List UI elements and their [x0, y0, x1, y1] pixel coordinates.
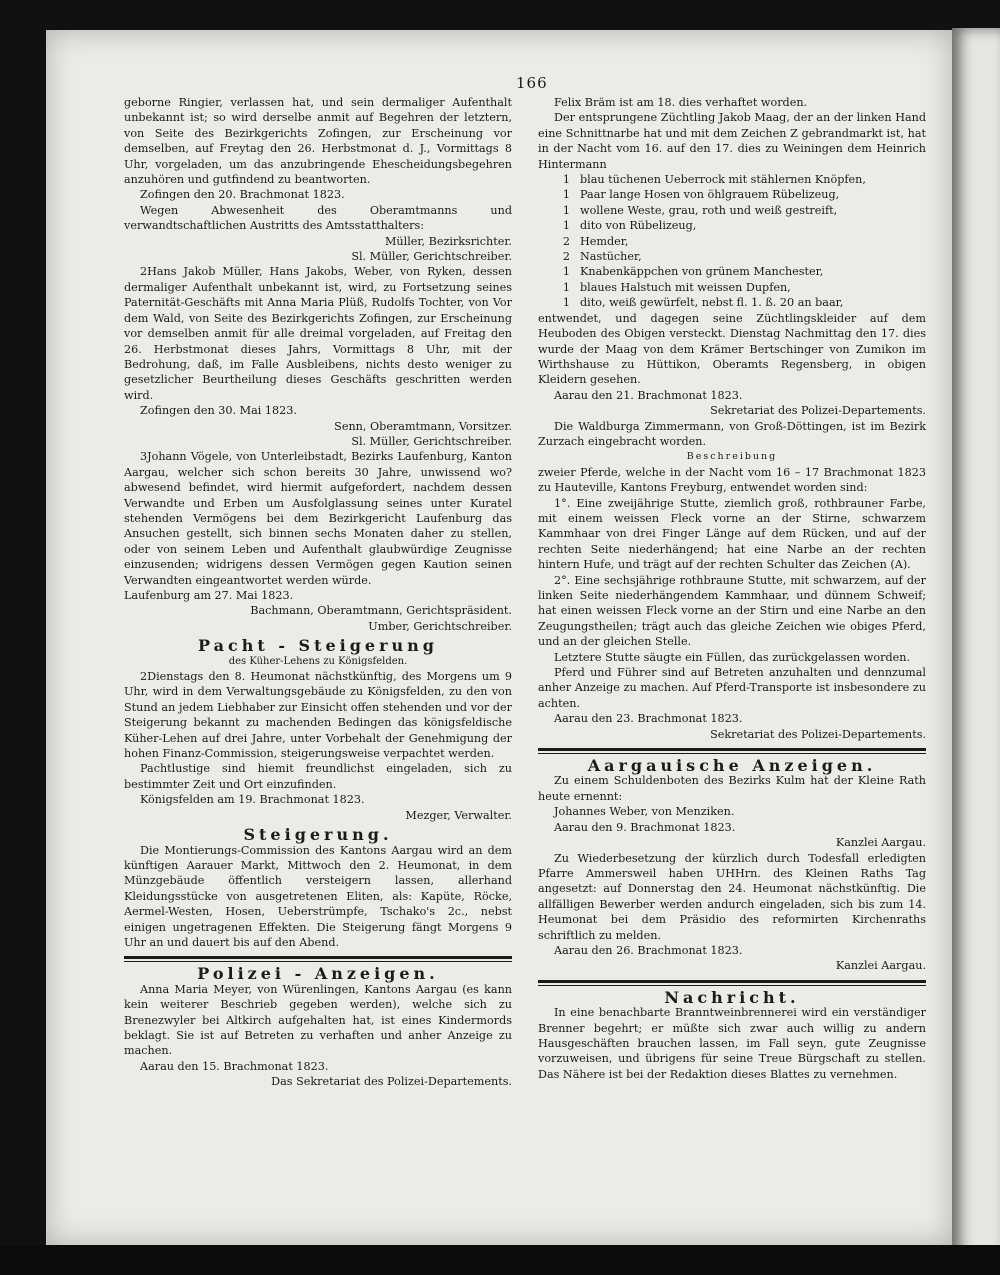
item-qty: 1 [562, 188, 570, 202]
section-rule [538, 980, 926, 986]
notice-body: Pferd und Führer sind auf Betreten anzuhalten und dennzumal anher Anzeige zu machen. Auf Pferd-Transporte ist insbesondere zu achten. [538, 666, 926, 710]
item-text: dito, weiß gewürfelt, nebst fl. 1. ß. 20 an baar, [580, 296, 844, 310]
notice-body: 2Dienstags den 8. Heumonat nächstkünftig, des Morgens um 9 Uhr, wird in dem Verwaltungsgebäude zu Königsfelden, zu den von Stund an jedem Liebhaber zur Einsicht offen stehenden und vor der Steigerung bekannt zu machenden Bedingen das königsfeldische Küher-Lehen auf drei Jahre, unter Vorbehalt der Genehmigung der hohen Finanz-Commission, steigerungsweise verpachtet werden. [124, 670, 512, 761]
notice-body: Anna Maria Meyer, von Würenlingen, Kantons Aargau (es kann kein weiterer Beschrieb gegeben werden), welche sich zu Brenezwyler bei Altkirch aufgehalten hat, ist eines Kindermords beklagt. Sie ist auf Betreten zu verhaften und anher Anzeige zu machen. [124, 982, 512, 1058]
list-item [538, 218, 926, 233]
section-heading-steigerung: Steigerung. [243, 825, 393, 845]
section-rule [538, 748, 926, 754]
horse-description: 1°. Eine zweijährige Stutte, ziemlich groß, rothbrauner Farbe, mit einem weissen Fleck vorne an der Stirne, schwarzem Kammhaar von drei Finger Länge auf dem Rücken, und auf der rechten Seite niederhängend; hat eine Narbe an der rechten hintern Hufe, und trägt auf der rechten Schulter das Zeichen (A). [538, 496, 926, 572]
list-item [538, 295, 926, 310]
item-qty: 1 [562, 265, 570, 279]
notice-body: Die Montierungs-Commission des Kantons Aargau wird an dem künftigen Aarauer Markt, Mittwoch den 2. Heumonat, in dem Münzgebäude öffentlich versteigern lassen, allerhand Kleidungsstücke von ausgetretenen Eliten, als: Kapüte, Röcke, Aermel-Westen, Hosen, Ueberstrümpfe, Tschako's 2c., nebst einigen ungetragenen Effekten. Die Steigerung fängt Morgens 9 Uhr an und dauert bis auf den Abend. [124, 843, 512, 949]
notice-body: In eine benachbarte Branntweinbrennerei wird ein verständiger Brenner begehrt; er müßte sich zwar auch willig zu andern Hausgeschäften brauchen lassen, im Fall seyn, gute Zeugnisse vorzuweisen, und übrigens für seine Treue Bürgschaft zu stellen. Das Nähere ist bei der Redaktion dieses Blattes zu vernehmen. [538, 1006, 926, 1081]
section-heading-aargauische: Aargauische Anzeigen. [587, 756, 877, 776]
notice-place-date: Aarau den 15. Brachmonat 1823. [140, 1059, 329, 1073]
notice-body: Letztere Stutte säugte ein Füllen, das zurückgelassen worden. [554, 650, 911, 664]
section-rule [124, 956, 512, 962]
notice-place-date: Zofingen den 20. Brachmonat 1823. [140, 188, 345, 202]
horse-description: 2°. Eine sechsjährige rothbraune Stutte, mit schwarzem, auf der linken Seite niederhängendem Kammhaar, und dünnem Schweif; hat einen weissen Fleck vorne an der Stirn und eine Narbe an den Zeugungstheilen; trägt auch das gleiche Zeichen wie obiges Pferd, und an der gleichen Stelle. [538, 573, 926, 649]
section-subheading: des Küher-Lehens zu Königsfelden. [228, 655, 408, 667]
notice-place-date: Königsfelden am 19. Brachmonat 1823. [140, 793, 365, 807]
list-item [538, 249, 926, 264]
list-item [538, 203, 926, 218]
beschreibung-heading: Beschreibung [686, 451, 778, 463]
item-qty: 1 [562, 203, 570, 217]
notice-place-date: Aarau den 26. Brachmonat 1823. [554, 943, 743, 957]
signature: Mezger, Verwalter. [405, 808, 512, 822]
right-column [538, 95, 926, 1082]
item-qty: 1 [562, 280, 570, 294]
notice-absence-note: Wegen Abwesenheit des Oberamtmanns und verwandtschaftlichen Austritts des Amtsstatthalters: [124, 203, 512, 233]
item-text: blaues Halstuch mit weissen Dupfen, [580, 280, 791, 294]
item-text: Paar lange Hosen von öhlgrauem Rübelizeug, [580, 188, 840, 202]
notice-place-date: Aarau den 23. Brachmonat 1823. [554, 712, 743, 726]
item-qty: 2 [562, 234, 570, 248]
scan-background [0, 1245, 1000, 1275]
item-text: Hemder, [580, 234, 629, 248]
list-item [538, 234, 926, 249]
signature: Das Sekretariat des Polizei-Departements. [271, 1075, 512, 1089]
item-text: Nastücher, [580, 250, 642, 264]
notice-body: zweier Pferde, welche in der Nacht vom 16 – 17 Brachmonat 1823 zu Hauteville, Kantons Freyburg, entwendet worden sind: [538, 465, 926, 495]
signature: Kanzlei Aargau. [835, 836, 926, 850]
item-text: blau tüchenen Ueberrock mit stählernen Knöpfen, [580, 173, 866, 187]
signature: Umber, Gerichtschreiber. [368, 619, 512, 633]
signature: Sl. Müller, Gerichtschreiber. [351, 434, 512, 448]
section-heading-nachricht: Nachricht. [664, 987, 800, 1007]
notice-body: Zu einem Schuldenboten des Bezirks Kulm hat der Kleine Rath heute ernennt: [538, 774, 926, 803]
notice-place-date: Zofingen den 30. Mai 1823. [140, 404, 297, 418]
notice-body: Zu Wiederbesetzung der kürzlich durch Todesfall erledigten Pfarre Ammersweil haben UHHrn. des Kleinen Raths Tag angesetzt: auf Donnerstag den 24. Heumonat nächstkünftig. Die allfälligen Bewerber werden andurch eingeladen, sich bis zum 14. Heumonat bei dem Präsidio des reformirten Kirchenraths schriftlich zu melden. [538, 851, 926, 942]
notice-body: Pachtlustige sind hiemit freundlichst eingeladen, sich zu bestimmter Zeit und Ort einzufinden. [124, 762, 512, 791]
item-qty: 2 [562, 250, 570, 264]
notice-place-date: Aarau den 9. Brachmonat 1823. [554, 820, 736, 834]
notice-body: 3Johann Vögele, von Unterleibstadt, Bezirks Laufenburg, Kanton Aargau, welcher sich schon bereits 30 Jahre, unwissend wo? abwesend befindet, wird hiermit aufgefordert, nachdem dessen Verwandte und Erben um Ausfolglassung seines unter Kuratel stehenden Vermögens bei dem Bezirkgericht Laufenburg das Ansuchen gestellt, sich binnen sechs Monaten daher zu stellen, oder von seinem Leben und Aufenthalt glaubwürdige Zeugnisse einzusenden; widrigens dessen Vermögen gegen Kaution seinen Verwandten eingeantwortet werden würde. [124, 450, 512, 587]
notice-body: Felix Bräm ist am 18. dies verhaftet worden. [554, 96, 808, 109]
list-item [538, 280, 926, 295]
item-qty: 1 [562, 173, 570, 187]
item-text: Knabenkäppchen von grünem Manchester, [580, 265, 824, 279]
item-qty: 1 [562, 219, 570, 233]
stolen-items-list [538, 172, 926, 311]
item-qty: 1 [562, 296, 570, 310]
signature: Sl. Müller, Gerichtschreiber. [351, 250, 512, 264]
section-heading-polizei: Polizei - Anzeigen. [197, 964, 439, 984]
book-spine [952, 28, 1000, 1275]
appointee-name: Johannes Weber, von Menziken. [554, 805, 735, 819]
signature: Senn, Oberamtmann, Vorsitzer. [334, 419, 512, 433]
notice-place-date: Laufenburg am 27. Mai 1823. [124, 589, 294, 602]
signature: Müller, Bezirksrichter. [384, 234, 512, 248]
signature: Sekretariat des Polizei-Departements. [710, 727, 926, 741]
signature: Sekretariat des Polizei-Departements. [710, 404, 926, 418]
notice-body: 2Hans Jakob Müller, Hans Jakobs, Weber, von Ryken, dessen dermaliger Aufenthalt unbekannt ist, wird, zu Fortsetzung seines Paternität-Geschäfts mit Anna Maria Plüß, Rudolfs Tochter, von Vor dem Wald, von Seite des Bezirkgerichts Zofingen, zur Erscheinung vor demselben anmit für alle dreimal vorgeladen, auf Freitag den 26. Herbstmonat dieses Jahrs, Vormittags 8 Uhr, mit der Bedrohung, daß, im Falle Ausbleibens, nichts desto weniger zu gesetzlicher Beurtheilung dieses Geschäfts geschritten werden wird. [124, 265, 512, 402]
notice-body: entwendet, und dagegen seine Züchtlingskleider auf dem Heuboden des Obigen versteckt. Dienstag Nachmittag den 17. dies wurde der Maag von dem Krämer Bertschinger von Zumikon im Wirthshause zu Hüttikon, Oberamts Regensberg, in obigen Kleidern gesehen. [538, 311, 926, 387]
page-number: 166 [516, 74, 548, 92]
signature: Kanzlei Aargau. [835, 959, 926, 973]
signature: Bachmann, Oberamtmann, Gerichtspräsident. [250, 604, 512, 618]
notice-body: Der entsprungene Züchtling Jakob Maag, der an der linken Hand eine Schnittnarbe hat und mit dem Zeichen Z gebrandmarkt ist, hat in der Nacht vom 16. auf den 17. dies zu Weiningen dem Heinrich Hintermann [538, 111, 926, 171]
notice-body: geborne Ringier, verlassen hat, und sein dermaliger Aufenthalt unbekannt ist; so wird derselbe anmit auf Begehren der letztern, von Seite des Bezirkgerichts Zofingen, zur Erscheinung vor demselben, auf Freytag den 26. Herbstmonat d. J., Vormittags 8 Uhr, vorgeladen, um das anzubringende Ehescheidungsbegehren anzuhören und gutfindend zu beantworten. [124, 96, 512, 187]
list-item [538, 264, 926, 279]
item-text: wollene Weste, grau, roth und weiß gestreift, [580, 203, 838, 217]
section-heading-pacht: Pacht - Steigerung [198, 636, 438, 656]
item-text: dito von Rübelizeug, [580, 219, 697, 233]
notice-body: Die Waldburga Zimmermann, von Groß-Döttingen, ist im Bezirk Zurzach eingebracht worden. [538, 419, 926, 448]
list-item [538, 172, 926, 187]
left-column [124, 95, 512, 1090]
notice-place-date: Aarau den 21. Brachmonat 1823. [554, 388, 743, 402]
list-item [538, 187, 926, 202]
